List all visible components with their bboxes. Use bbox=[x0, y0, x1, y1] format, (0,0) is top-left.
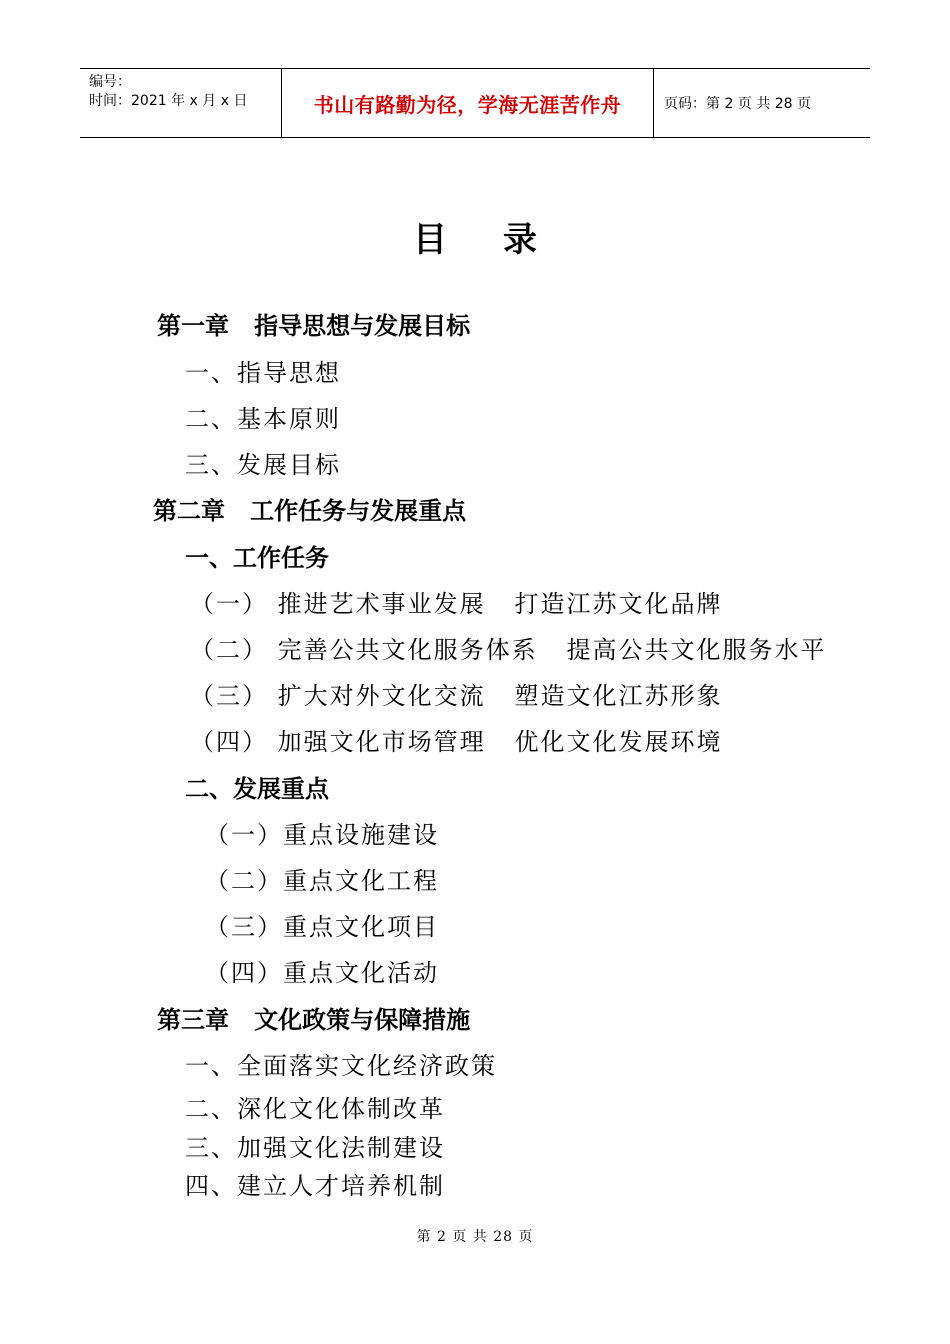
page-header bbox=[80, 68, 870, 138]
header-number-label: 编号： bbox=[89, 74, 131, 90]
toc-ch2-section-1: 一、工作任务 bbox=[185, 544, 329, 572]
header-time-label: 时间：2021 年 x 月 x 日 bbox=[89, 93, 248, 109]
toc-ch3-section-4: 四、建立人才培养机制 bbox=[185, 1172, 445, 1200]
toc-ch2-s2-item-3: （三）重点文化项目 bbox=[205, 913, 439, 941]
header-page-info: 页码：第 2 页 共 28 页 bbox=[664, 96, 811, 112]
toc-ch2-s1-item-1: （一） 推进艺术事业发展 打造江苏文化品牌 bbox=[190, 590, 723, 618]
toc-chapter-2: 第二章 工作任务与发展重点 bbox=[153, 497, 467, 525]
page-footer: 第 2 页 共 28 页 bbox=[416, 1229, 534, 1245]
toc-ch2-s2-item-2: （二）重点文化工程 bbox=[205, 867, 439, 895]
toc-ch2-s1-item-4: （四） 加强文化市场管理 优化文化发展环境 bbox=[190, 728, 723, 756]
header-meta bbox=[80, 69, 282, 137]
toc-chapter-3: 第三章 文化政策与保障措施 bbox=[157, 1006, 471, 1034]
toc-ch2-s1-item-2: （二） 完善公共文化服务体系 提高公共文化服务水平 bbox=[190, 636, 827, 664]
toc-ch2-s2-item-4: （四）重点文化活动 bbox=[205, 959, 439, 987]
toc-ch2-s1-item-3: （三） 扩大对外文化交流 塑造文化江苏形象 bbox=[190, 682, 723, 710]
toc-chapter-1: 第一章 指导思想与发展目标 bbox=[157, 312, 471, 340]
toc-ch3-section-3: 三、加强文化法制建设 bbox=[185, 1134, 445, 1162]
document-title: 目录 bbox=[413, 220, 593, 260]
toc-ch1-section-1: 一、指导思想 bbox=[185, 359, 341, 387]
toc-ch2-s2-item-1: （一）重点设施建设 bbox=[205, 821, 439, 849]
toc-ch3-section-1: 一、全面落实文化经济政策 bbox=[185, 1052, 497, 1080]
toc-ch3-section-2: 二、深化文化体制改革 bbox=[185, 1095, 445, 1123]
header-motto: 书山有路勤为径，学海无涯苦作舟 bbox=[282, 69, 654, 137]
toc-ch1-section-3: 三、发展目标 bbox=[185, 451, 341, 479]
toc-ch2-section-2: 二、发展重点 bbox=[185, 775, 329, 803]
toc-ch1-section-2: 二、基本原则 bbox=[185, 405, 341, 433]
